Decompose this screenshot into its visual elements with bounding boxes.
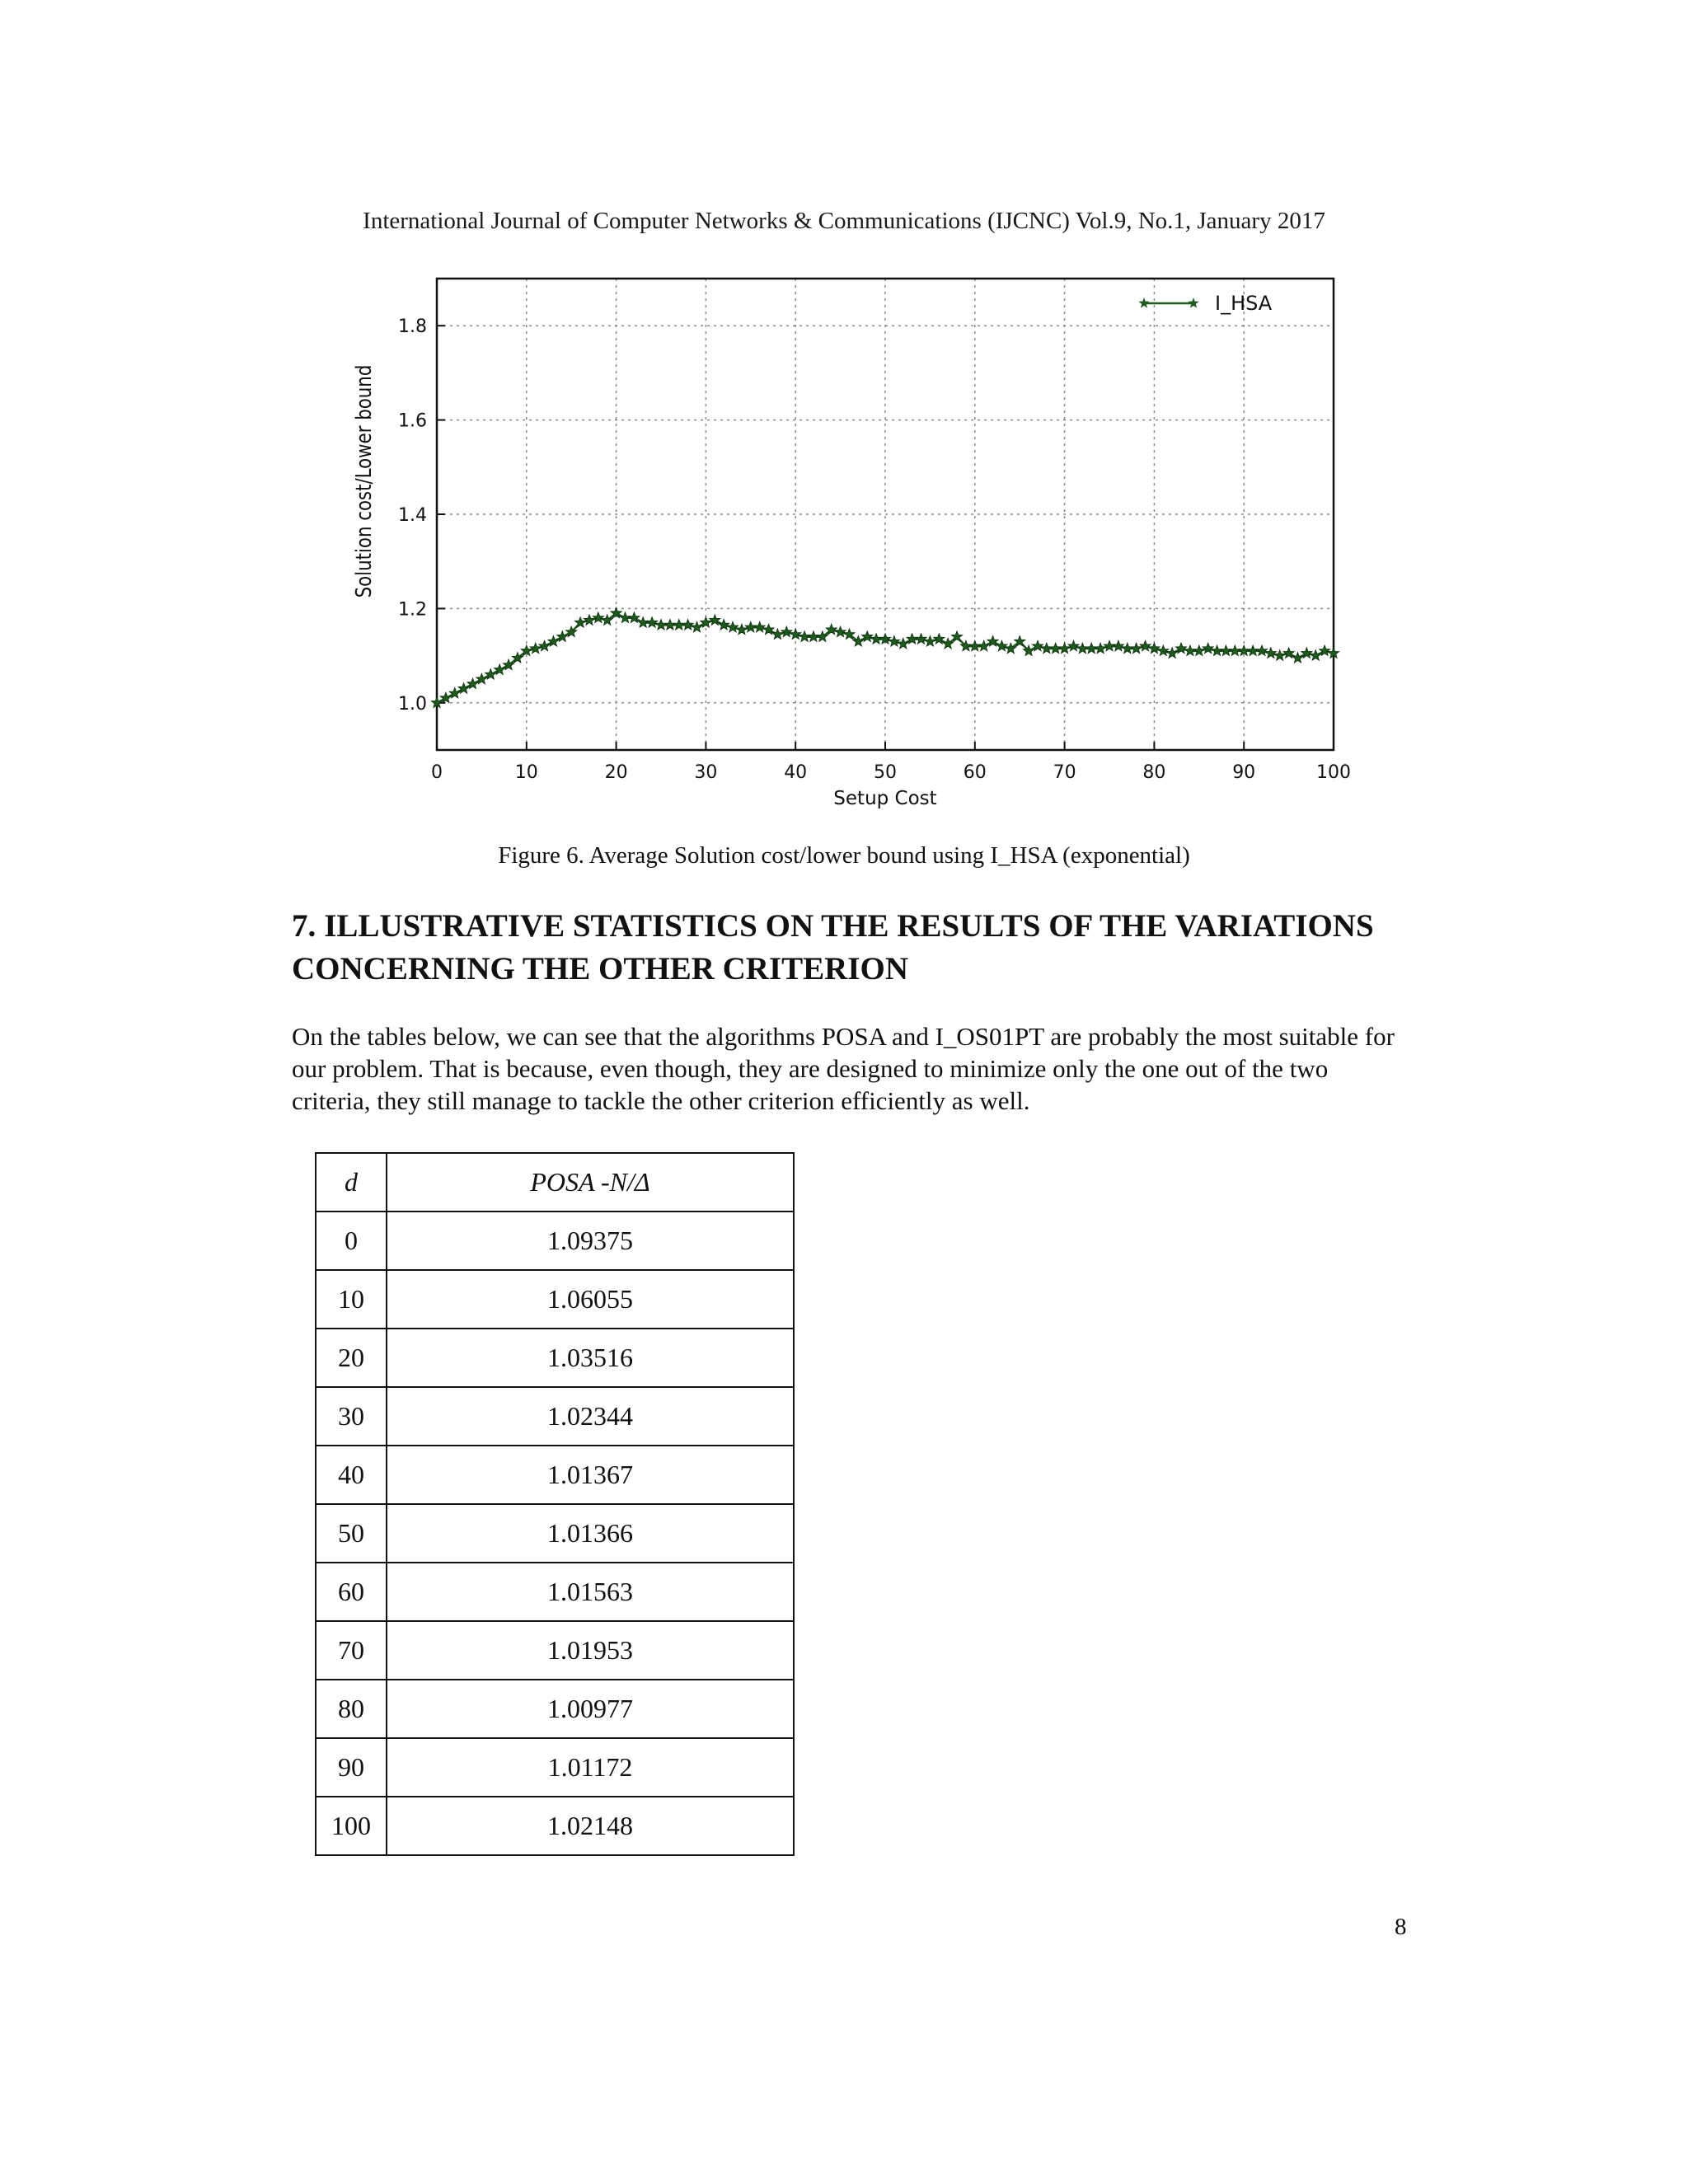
data-point	[1221, 645, 1231, 656]
data-point	[1247, 645, 1258, 656]
data-point	[1068, 640, 1079, 651]
cell-posa: 1.02344	[387, 1387, 794, 1446]
data-point	[1239, 645, 1250, 656]
x-tick-label: 80	[1142, 762, 1166, 783]
cell-d: 60	[316, 1563, 387, 1621]
table-row	[316, 1270, 794, 1329]
data-point	[1256, 645, 1267, 656]
cell-d: 20	[316, 1329, 387, 1387]
data-point	[673, 619, 684, 630]
legend-label: I_HSA	[1215, 292, 1273, 315]
data-point	[1230, 645, 1240, 656]
y-tick-label: 1.6	[398, 410, 427, 432]
x-tick-label: 0	[431, 762, 443, 783]
table-header-row	[316, 1153, 794, 1212]
cell-d: 10	[316, 1270, 387, 1329]
x-tick-label: 90	[1232, 762, 1256, 783]
table-row	[316, 1563, 794, 1621]
table-row	[316, 1329, 794, 1387]
data-point	[664, 619, 675, 630]
y-tick-label: 1.8	[398, 316, 427, 338]
cell-d: 100	[316, 1797, 387, 1855]
table-row	[316, 1680, 794, 1738]
x-tick-label: 70	[1053, 762, 1076, 783]
running-header: International Journal of Computer Networks & Communications (IJCNC) Vol.9, No.1, January 2017	[363, 208, 1325, 234]
data-point	[1292, 653, 1303, 663]
cell-posa: 1.01563	[387, 1563, 794, 1621]
table-header-d: d	[316, 1153, 387, 1212]
table-row	[316, 1797, 794, 1855]
table-row	[316, 1446, 794, 1504]
data-point	[1203, 643, 1213, 654]
y-tick-label: 1.2	[398, 599, 427, 621]
table-row	[316, 1504, 794, 1563]
cell-posa: 1.01367	[387, 1446, 794, 1504]
section-heading	[292, 905, 1446, 991]
data-point	[1113, 640, 1123, 651]
cell-posa: 1.03516	[387, 1329, 794, 1387]
cell-posa: 1.01172	[387, 1738, 794, 1797]
cell-d: 90	[316, 1738, 387, 1797]
y-tick-label: 1.0	[398, 693, 427, 715]
data-point	[647, 617, 658, 628]
data-point	[1050, 643, 1061, 654]
cell-posa: 1.09375	[387, 1212, 794, 1270]
data-point	[1104, 640, 1114, 651]
data-point	[719, 619, 729, 630]
data-point	[808, 631, 818, 642]
cell-d: 50	[316, 1504, 387, 1563]
x-tick-label: 40	[784, 762, 808, 783]
x-tick-label: 10	[514, 762, 538, 783]
data-point	[745, 621, 756, 632]
figure-caption: Figure 6. Average Solution cost/lower bound using I_HSA (exponential)	[498, 842, 1190, 869]
x-tick-label: 60	[963, 762, 987, 783]
data-point	[754, 621, 765, 632]
x-tick-label: 30	[694, 762, 718, 783]
cell-d: 70	[316, 1621, 387, 1680]
x-axis-label: Setup Cost	[833, 788, 937, 809]
cell-posa: 1.00977	[387, 1680, 794, 1738]
data-point	[996, 640, 1007, 651]
cell-posa: 1.02148	[387, 1797, 794, 1855]
data-point	[978, 640, 989, 651]
cell-d: 30	[316, 1387, 387, 1446]
table-row	[316, 1212, 794, 1270]
cell-posa: 1.01953	[387, 1621, 794, 1680]
x-tick-label: 20	[604, 762, 628, 783]
cell-d: 40	[316, 1446, 387, 1504]
x-tick-label: 100	[1316, 762, 1351, 783]
figure-6-chart	[330, 264, 1368, 824]
data-point	[682, 619, 693, 630]
data-point	[539, 640, 550, 651]
y-tick-label: 1.4	[398, 505, 427, 526]
cell-d: 0	[316, 1212, 387, 1270]
data-point	[1140, 640, 1151, 651]
legend-marker	[1138, 298, 1149, 308]
table-row	[316, 1387, 794, 1446]
x-tick-label: 50	[874, 762, 897, 783]
page-number: 8	[1395, 1914, 1407, 1940]
table-header-posa: POSA -N/Δ	[387, 1153, 794, 1212]
body-paragraph: On the tables below, we can see that the algorithms POSA and I_OS01PT are probably the most suitable for our problem. That is because, even though, they are designed to minimize only the one out of the two criteria, they still manage to tackle the other criterion efficiently as well.	[292, 1022, 1395, 1115]
data-point	[593, 612, 603, 623]
cell-posa: 1.01366	[387, 1504, 794, 1563]
cell-posa: 1.06055	[387, 1270, 794, 1329]
data-point	[781, 626, 792, 637]
data-point	[916, 634, 926, 644]
data-point	[620, 612, 631, 623]
cell-d: 80	[316, 1680, 387, 1738]
legend-marker	[1188, 298, 1198, 308]
y-axis-label: Solution cost/Lower bound	[350, 364, 377, 598]
section-number: 7.	[292, 908, 316, 944]
section-title-text: ILLUSTRATIVE STATISTICS ON THE RESULTS OF THE VARIATIONS CONCERNING THE OTHER CRITERION	[292, 908, 1374, 987]
data-point	[1086, 643, 1097, 654]
table-row	[316, 1738, 794, 1797]
table-row	[316, 1621, 794, 1680]
results-table	[315, 1152, 795, 1856]
data-point	[638, 617, 649, 628]
